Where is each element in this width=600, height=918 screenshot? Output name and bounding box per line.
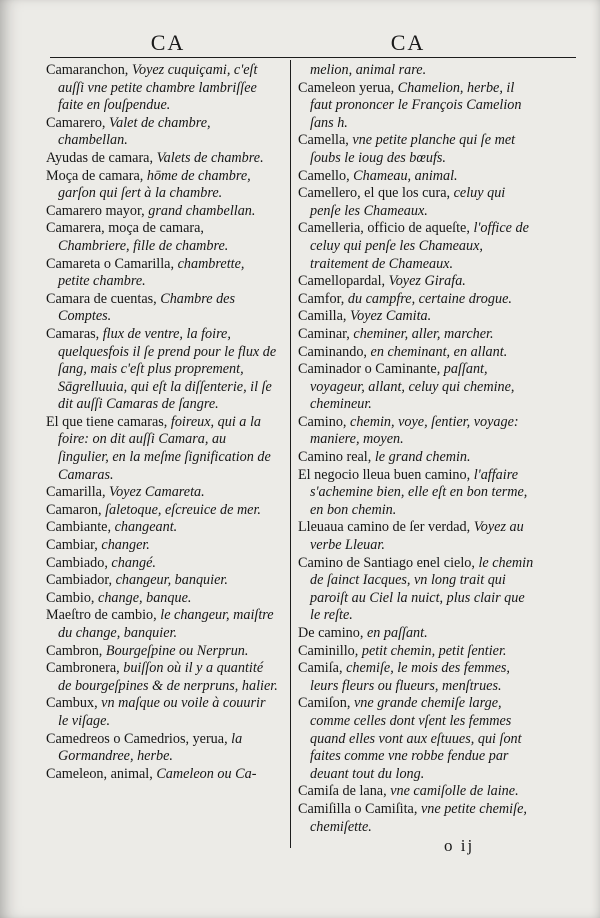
entry-definition: vne camiſolle de laine. [390,783,519,800]
dictionary-entry [298,220,536,273]
dictionary-entry [46,62,278,115]
dictionary-entry [46,203,278,221]
running-header-left: CA [150,30,186,55]
entry-definition: buiſſon où il y a quantité de bourgeſpines & de nerpruns, halier. [58,660,278,694]
dictionary-entry [298,783,536,801]
entry-headword: Cambronera, [46,660,124,677]
dictionary-entry [46,695,278,730]
entry-headword: Camiſa de lana, [298,783,391,800]
dictionary-entry [298,326,536,344]
entry-definition: vne petite planche qui ſe met ſoubs le ioug des bœufs. [310,132,516,166]
entry-headword: Cameleon, animal, [46,765,157,782]
dictionary-entry [46,660,278,695]
entry-headword: Cambux, [46,695,102,712]
entry-headword: De camino, [298,625,367,641]
entry-definition: chemiſe, le mois des femmes, leurs fleurs ou flueurs, menſtrues. [310,660,510,694]
entry-definition: le changeur, maiſtre du change, banquier. [58,607,274,641]
dictionary-entry [298,625,536,643]
dictionary-entry [298,660,536,695]
dictionary-entry [298,695,536,783]
dictionary-entry [298,449,536,467]
entry-headword: Camedreos o Camedrios, yerua, [46,730,232,747]
entry-headword: Camilla, [298,308,351,325]
entry-headword: Maeſtro de cambio, [46,607,161,624]
entry-headword: Lleuaua camino de ſer verdad, [298,519,474,536]
dictionary-entry [46,731,278,766]
entry-definition: melion, animal rare. [310,62,427,78]
dictionary-entry [46,256,278,291]
entry-headword: Cameleon yerua, [298,79,398,96]
entry-definition: Bourgeſpine ou Nerprun. [105,642,249,659]
dictionary-entry [298,62,536,80]
dictionary-entry [298,361,536,414]
entry-headword: El que tiene camaras, [46,413,171,430]
entry-definition: l'affaire s'achemine bien, elle eſt en bon terme, en bon chemin. [310,466,528,518]
entry-headword: Camella, [298,132,353,149]
dictionary-entry [46,484,278,502]
dictionary-entry [46,519,278,537]
entry-definition: le grand chemin. [374,449,471,466]
dictionary-entry [46,643,278,661]
entry-definition: Chambre des Comptes. [58,290,235,325]
entry-headword: Cambiante, [46,519,115,536]
entry-definition: Voyez Girafa. [388,273,466,290]
dictionary-entry [298,273,536,291]
dictionary-entry [298,555,536,625]
entry-headword: Caminando, [298,343,371,360]
dictionary-entry [298,168,536,186]
dictionary-entry [46,555,278,573]
entry-definition: cheminer, aller, marcher. [353,325,494,342]
entry-definition: la Gormandree, herbe. [58,730,243,765]
entry-headword: Camaras, [46,325,103,342]
entry-headword: Caminillo, [298,642,362,659]
dictionary-entry [46,291,278,326]
entry-headword: Camino, [298,413,351,430]
entry-definition: hōme de chambre, garſon qui ſert à la chambre. [58,167,251,202]
dictionary-entry [298,467,536,520]
entry-headword: El negocio lleua buen camino, [298,466,474,483]
entry-headword: Camarero, [46,114,110,131]
dictionary-entry [298,308,536,326]
entry-definition: Voyez Camita. [350,308,432,325]
column-divider [290,60,291,848]
entry-headword: Camino real, [298,449,375,466]
entry-definition: chemin, voye, ſentier, voyage: maniere, moyen. [310,413,519,448]
dictionary-entry [46,502,278,520]
entry-definition: Valets de chambre. [156,149,264,166]
dictionary-entry [46,414,278,484]
dictionary-entry [46,115,278,150]
entry-headword: Camaranchon, [46,62,132,78]
entry-headword: Cambiado, [46,554,112,571]
dictionary-entry [46,168,278,203]
dictionary-entry [298,414,536,449]
entry-headword: Ayudas de camara, [46,149,157,166]
entry-headword: Camino de Santiago enel cielo, [298,554,479,571]
dictionary-entry [298,291,536,309]
entry-headword: Camara de cuentas, [46,290,161,307]
dictionary-entry [298,80,536,133]
entry-headword: Moça de camara, [46,167,147,184]
entry-definition: Voyez Camareta. [109,484,205,501]
entry-headword: Camelleria, officio de aqueſte, [298,220,474,237]
entry-definition: Chameau, animal. [353,167,458,184]
dictionary-entry [46,766,278,784]
entry-definition: Chamelion, herbe, il faut prononcer le François Camelion ſans h. [310,79,522,131]
entry-definition: vn maſque ou voile à couurir le viſage. [58,695,266,729]
dictionary-entry [298,132,536,167]
dictionary-entry [46,537,278,555]
entry-definition: vne grande chemiſe large, comme celles dont vſent les femmes quand elles vont aux eſtuues, qui ſont faites comme vne robbe fendue par deuant tout du long. [310,695,522,782]
entry-definition: Voyez cuquiçami, c'eſt auſſi vne petite chambre lambriſſee faite en ſouſpendue. [58,62,258,114]
entry-definition: changer. [101,537,150,554]
entry-headword: Cambron, [46,642,106,659]
dictionary-entry [46,607,278,642]
left-column [46,62,278,783]
dictionary-entry [46,220,278,255]
entry-definition: paſſant, voyageur, allant, celuy qui chemine, chemineur. [310,361,515,413]
entry-definition: Voyez au verbe Lleuar. [310,519,524,554]
entry-definition: changeur, banquier. [115,572,228,589]
entry-definition: ſaletoque, eſcreuice de mer. [105,501,261,518]
dictionary-entry [46,150,278,168]
entry-definition: flux de ventre, la foire, quelquesfois il ſe prend pour le flux de ſang, mais c'eſt plus proprement, Sāgrelluuia, qui eſt la diſſenterie, il ſe dit auſſi Camaras de ſangre. [58,325,277,413]
entry-headword: Camfor, [298,290,348,307]
entry-definition: Cameleon ou Ca- [156,765,257,782]
entry-headword: Camarero mayor, [46,202,149,219]
entry-headword: Camello, [298,167,354,184]
entry-headword: Camarilla, [46,484,110,501]
entry-headword: Camiſilla o Camiſita, [298,800,421,817]
entry-headword: Camarera, moça de camara, [46,220,204,237]
entry-headword: Cambio, [46,589,99,606]
entry-definition: changé. [111,554,156,571]
dictionary-entry [46,590,278,608]
entry-definition: du campfre, certaine drogue. [347,290,512,307]
right-column [298,62,536,836]
entry-definition: change, banque. [98,589,192,606]
entry-definition: Valet de chambre, chambellan. [58,114,211,149]
running-header-right: CA [390,30,426,55]
header-rule [50,57,576,58]
entry-headword: Camellopardal, [298,273,389,290]
entry-definition: changeant. [114,519,178,536]
dictionary-entry [298,643,536,661]
entry-headword: Camaron, [46,501,106,518]
entry-headword: Cambiar, [46,537,102,554]
dictionary-entry [46,326,278,414]
entry-headword: Caminador o Caminante, [298,361,444,378]
dictionary-entry [298,519,536,554]
entry-definition: petit chemin, petit ſentier. [361,642,507,659]
entry-definition: l'office de celuy qui penſe les Chameaux, traitement de Chameaux. [310,220,529,272]
entry-headword: Cambiador, [46,572,116,589]
dictionary-entry [298,185,536,220]
entry-definition: le chemin de ſainct Iacques, vn long trait qui paroiſt au Ciel la nuict, plus clair que le reſte. [310,554,534,624]
entry-definition: grand chambellan. [148,202,256,219]
dictionary-entry [46,572,278,590]
entry-headword: Camiſon, [298,695,354,712]
entry-definition: chambrette, petite chambre. [58,255,245,290]
entry-definition: vne petite chemiſe, chemiſette. [310,800,527,835]
entry-headword: Camellero, el que los cura, [298,185,454,202]
entry-definition: celuy qui penſe les Chameaux. [310,185,506,219]
signature-mark: o ij [444,836,475,855]
dictionary-entry [298,801,536,836]
entry-definition: en cheminant, en allant. [370,343,508,360]
entry-definition: en paſſant. [366,625,428,641]
entry-definition: Chambriere, fille de chambre. [58,237,229,254]
dictionary-entry [298,344,536,362]
entry-headword: Camiſa, [298,660,347,677]
entry-definition: foireux, qui a la foire: on dit auſſi Camara, au ſingulier, en la meſme ſignification de Camaras. [58,413,271,483]
entry-headword: Camareta o Camarilla, [46,255,178,272]
entry-headword: Caminar, [298,325,354,342]
